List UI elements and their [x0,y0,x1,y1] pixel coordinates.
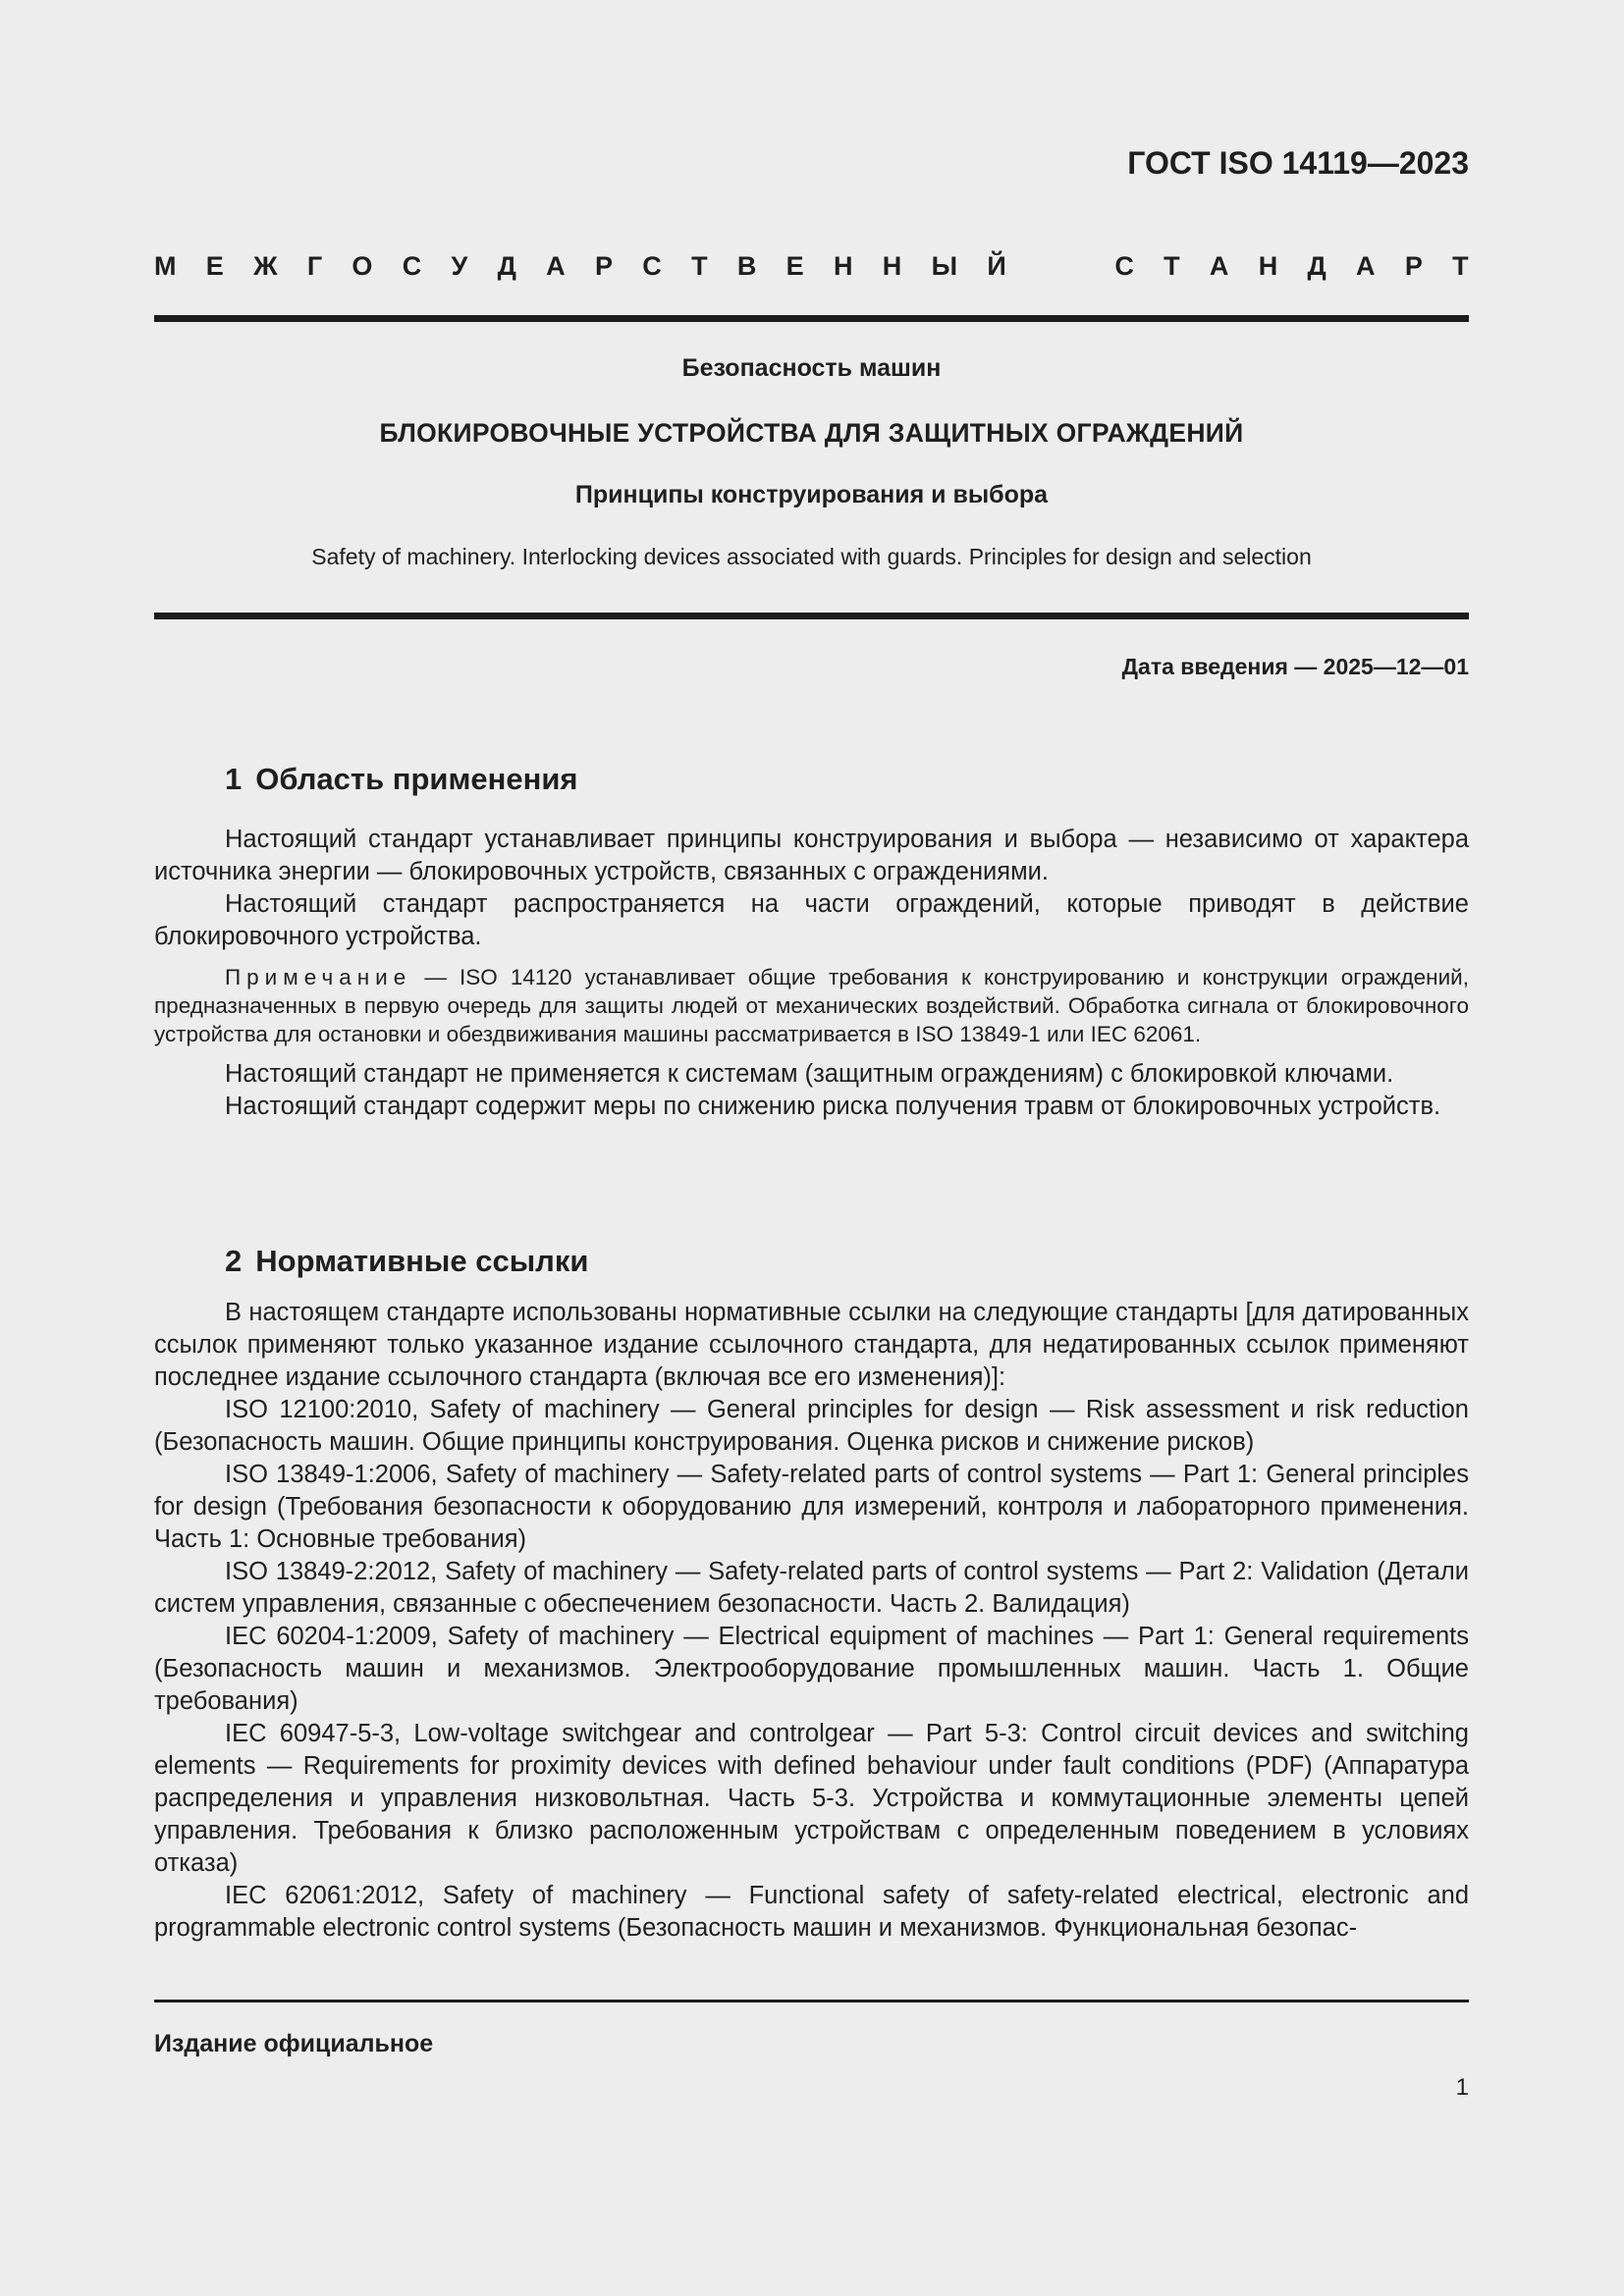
banner-letter: Д [1307,251,1326,281]
reference-item: IEC 60947-5-3, Low-voltage switchgear and controlgear — Part 5-3: Control circuit devices and switching elements — Requirements for proximity devices with defined behaviour under fault conditions (PDF) (Аппаратура распределения и управления низковольтная. Часть 5-3. Устройства и коммутационные элементы цепей управления. Требования к близко расположенным устройствам с определенным поведением в условиях отказа) [154,1720,1469,1877]
paragraph: Настоящий стандарт устанавливает принципы конструирования и выбора — независимо от характера источника энергии — блокировочных устройств, связанных с ограждениями. [154,826,1469,885]
introduction-date: Дата введения — 2025—12—01 [1121,654,1469,679]
english-title: Safety of machinery. Interlocking devices associated with guards. Principles for design and selection [311,544,1312,569]
note [154,963,1469,1048]
banner-letter: Н [882,251,902,281]
banner-letter: Ы [931,251,958,281]
subject-line: Безопасность машин [681,354,942,382]
banner-letter: Т [1164,251,1180,281]
section-number: 2 [225,1244,243,1278]
main-title: БЛОКИРОВОЧНЫЕ УСТРОЙСТВА ДЛЯ ЗАЩИТНЫХ ОГРАЖДЕНИЙ [379,418,1244,448]
paragraph: В настоящем стандарте использованы нормативные ссылки на следующие стандарты [для датированных ссылок применяют только указанное издание ссылочного стандарта, для недатированных ссылок применяют последнее издание ссылочного стандарта (включая все его изменения)]: [154,1299,1469,1391]
section-title: Область применения [255,762,578,796]
banner-letter: Г [306,251,323,281]
note-label: Примечание [225,965,412,989]
banner-letter: М [154,251,177,281]
banner-letter: О [352,251,373,281]
banner-letter: А [1356,251,1376,281]
banner-letter: Е [205,251,224,281]
banner-letter: Ж [253,251,278,281]
banner-letter: У [451,251,468,281]
banner-letter: Т [691,251,708,281]
standard-type-banner [154,251,1469,282]
banner-letter: Й [987,251,1006,281]
reference-item: IEC 62061:2012, Safety of machinery — Functional safety of safety-related electrical, electronic and programmable electronic control systems (Безопасность машин и механизмов. Функциональная безопас- [154,1882,1469,1942]
section-number: 1 [225,762,243,796]
banner-letter: Д [497,251,516,281]
paragraph: Настоящий стандарт распространяется на части ограждений, которые приводят в действие блокировочного устройства. [154,890,1469,950]
section-title: Нормативные ссылки [255,1244,589,1278]
reference-item: IEC 60204-1:2009, Safety of machinery — Electrical equipment of machines — Part 1: General requirements (Безопасность машин и механизмов. Электрооборудование промышленных машин. Часть 1. Общие требования) [154,1623,1469,1715]
banner-letter: Т [1452,251,1469,281]
banner-letter: С [1114,251,1134,281]
paragraph: Настоящий стандарт содержит меры по снижению риска получения травм от блокировочных устройств. [225,1093,1441,1120]
banner-letter: Н [1258,251,1278,281]
page-number: 1 [1455,2074,1469,2101]
top-divider [154,315,1469,322]
note-text: — ISO 14120 устанавливает общие требования к конструированию и конструкции ограждений, предназначенных в первую очередь для защиты людей от механических воздействий. Обработка сигнала от блокировочного устройства для остановки и обездвиживания машины рассматривается в ISO 13849-1 или IEC 62061. [154,965,1469,1046]
section-1-body [154,824,1469,1123]
subtitle: Принципы конструирования и выбора [574,481,1049,508]
official-edition-label: Издание официальное [154,2030,434,2057]
document-number: ГОСТ ISO 14119—2023 [1127,145,1469,181]
section-heading [225,1244,588,1279]
reference-item: ISO 13849-2:2012, Safety of machinery — Safety-related parts of control systems — Part 2: Validation (Детали систем управления, связанные с обеспечением безопасности. Часть 2. Валидация) [154,1558,1469,1618]
banner-letter: Р [594,251,613,281]
reference-item: ISO 12100:2010, Safety of machinery — General principles for design — Risk assessment и risk reduction (Безопасность машин. Общие принципы конструирования. Оценка рисков и снижение рисков) [154,1396,1469,1456]
paragraph: Настоящий стандарт не применяется к системам (защитным ограждениям) с блокировкой ключами. [225,1060,1394,1088]
reference-item: ISO 13849-1:2006, Safety of machinery — Safety-related parts of control systems — Part 1: General principles for design (Требования безопасности к оборудованию для измерений, контроля и лабораторного применения. Часть 1: Основные требования) [154,1461,1469,1553]
banner-letter: С [402,251,422,281]
banner-letter: Е [785,251,804,281]
footer-divider [154,2000,1469,2002]
banner-letter: А [546,251,566,281]
section-heading [225,762,578,797]
banner-letter: Р [1404,251,1423,281]
section-2-body [154,1297,1469,1945]
banner-letter: А [1209,251,1229,281]
title-divider [154,613,1469,619]
banner-word-gap [1036,251,1085,282]
banner-letter: В [736,251,757,281]
banner-letter: Н [833,251,853,281]
banner-letter: С [642,251,662,281]
